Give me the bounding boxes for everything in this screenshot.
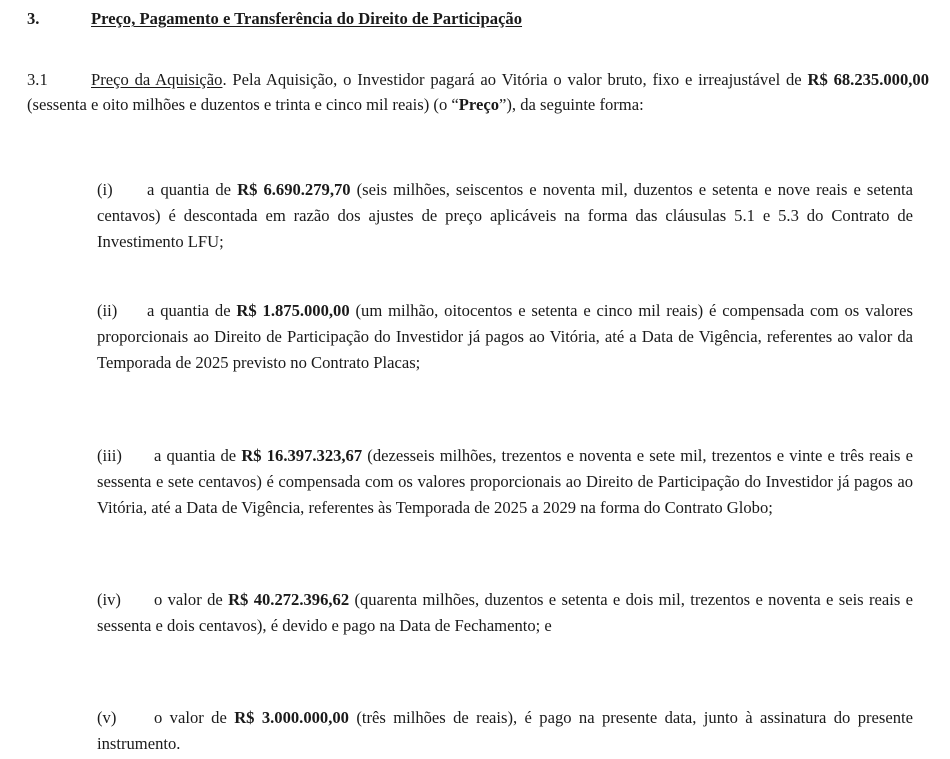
section-heading <box>27 8 522 30</box>
item-marker: (i) <box>97 180 113 199</box>
item-text: (três milhões de reais), é pago na presente data, junto à assinatura do presente instrumento. <box>97 708 913 753</box>
item-amount: R$ 3.000.000,00 <box>234 708 349 727</box>
clause-text: . Pela Aquisição, o Investidor pagará ao Vitória o valor bruto, fixo e irreajustável de <box>222 70 808 89</box>
item-text: (dezesseis milhões, trezentos e noventa e sete mil, trezentos e vinte e três reais e sessenta e sete centavos) é compensada com os valores proporcionais ao Direito de Participação do Investidor já pagos ao Vitória, até a Data de Vigência, referentes às Temporada de 2025 a 2029 na forma do Contrato Globo; <box>97 446 913 517</box>
item-amount: R$ 40.272.396,62 <box>228 590 350 609</box>
item-text: (um milhão, oitocentos e setenta e cinco mil reais) é compensada com os valores proporcionais ao Direito de Participação do Investidor já pagos ao Vitória, até a Data de Vigência, referentes ao valor da Temporada de 2025 previsto no Contrato Placas; <box>97 301 913 372</box>
list-item <box>97 587 913 639</box>
section-number: 3. <box>27 9 40 28</box>
item-amount: R$ 6.690.279,70 <box>237 180 351 199</box>
item-prefix: a quantia de <box>147 180 238 199</box>
list-item <box>97 298 913 375</box>
item-marker: (iii) <box>97 446 122 465</box>
item-text: (quarenta milhões, duzentos e setenta e dois mil, trezentos e noventa e seis reais e sessenta e dois centavos), é devido e pago na Data de Fechamento; e <box>97 590 914 635</box>
item-prefix: a quantia de <box>154 446 242 465</box>
item-prefix: o valor de <box>154 590 229 609</box>
item-prefix: o valor de <box>154 708 235 727</box>
item-amount: R$ 16.397.323,67 <box>241 446 363 465</box>
section-title: Preço, Pagamento e Transferência do Direito de Participação <box>91 9 523 28</box>
clause-text: (sessenta e oito milhões e duzentos e trinta e cinco mil reais) (o “ <box>27 94 459 114</box>
list-item <box>97 705 913 757</box>
list-item <box>97 177 913 254</box>
list-item <box>97 443 913 520</box>
defined-term: Preço <box>458 94 499 114</box>
clause-amount: R$ 68.235.000,00 <box>807 70 929 89</box>
clause-paragraph <box>27 68 929 118</box>
item-marker: (v) <box>97 708 117 727</box>
item-marker: (ii) <box>97 301 118 320</box>
clause-number: 3.1 <box>27 70 48 89</box>
clause-title: Preço da Aquisição <box>91 70 223 89</box>
clause-text: ”), da seguinte forma: <box>499 94 644 114</box>
item-amount: R$ 1.875.000,00 <box>236 301 350 320</box>
item-marker: (iv) <box>97 590 121 609</box>
item-text: (seis milhões, seiscentos e noventa mil, duzentos e setenta e nove reais e setenta centavos) é descontada em razão dos ajustes de preço aplicáveis na forma das cláusulas 5.1 e 5.3 do Contrato de Investimento LFU; <box>97 180 913 251</box>
item-prefix: a quantia de <box>147 301 237 320</box>
